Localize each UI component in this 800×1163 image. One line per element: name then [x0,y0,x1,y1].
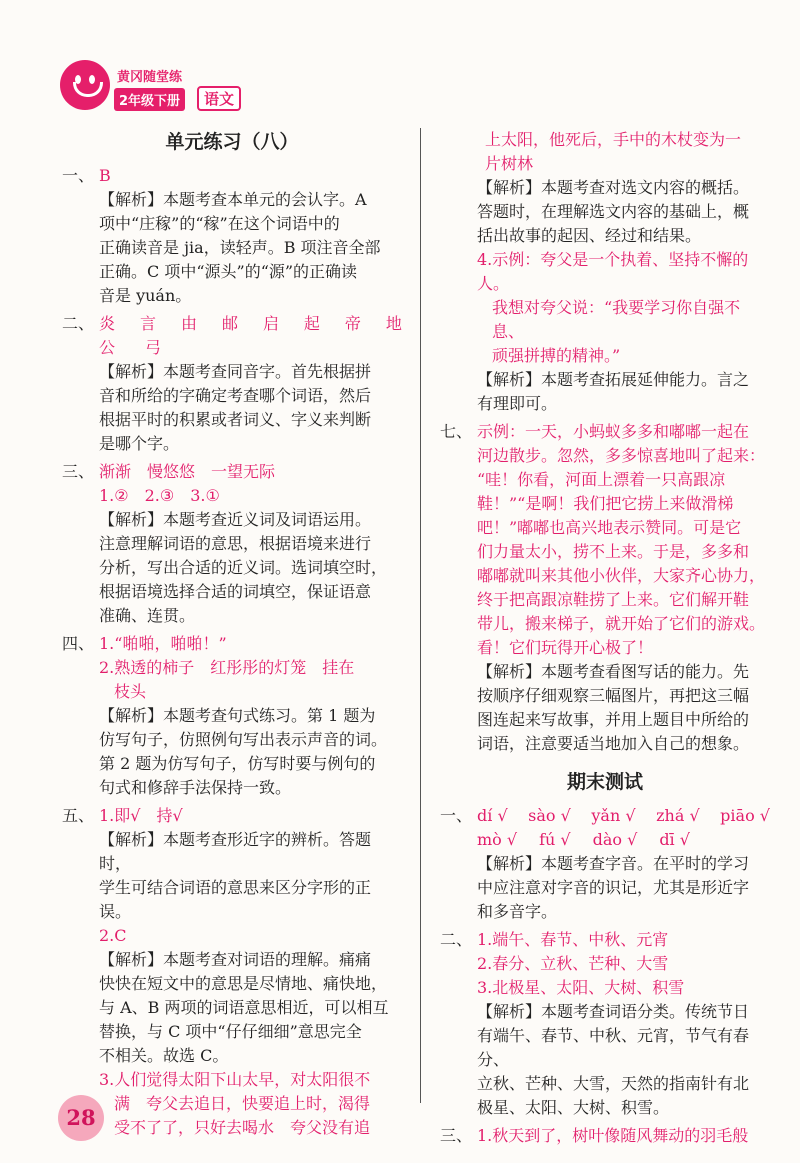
q3-answer: 三、 渐渐 慢悠悠 一望无际 [62,462,276,481]
f2-answer: 二、 1.端午、春节、中秋、元宵 2.春分、立秋、芒种、大雪 3.北极星、太阳、大树、积雪 [440,930,685,997]
q4-answer: 四、 1.“啪啪，啪啪！” [62,634,227,653]
q5-explanation-3: 【解析】本题考查对选文内容的概括。 答题时，在理解选文内容的基础上，概 括出故事的起因、经过和结果。 [477,178,750,245]
f1-answer: 一、 dí √ sào √ yǎn √ zhá √ piāo √ mò √ fú √ dào √ dī √ [440,806,770,849]
q2-answer-cont: 公 弓 [99,338,162,357]
brand-name: 黄冈随堂练 [117,70,183,85]
q2-explanation: 【解析】本题考查同音字。首先根据拼 音和所给的字确定考查哪个词语，然后 根据平时的积累或者词义、字义来判断 是哪个字。 [99,362,372,453]
f3-answer: 三、 1.秋天到了，树叶像随风舞动的羽毛般 [440,1126,749,1145]
q7-answer: 七、 示例：一天，小蚂蚁多多和嘟嘟一起在 河边散步。忽然，多多惊喜地叫了起来： “哇！你看，河面上漂着一只高跟凉 鞋！”“是啊！我们把它捞上来做滑梯 吧！”嘟嘟也高兴地表示赞同。可是它 们力量太小，捞不上来。于是，多多和 嘟嘟就叫来其他小伙伴，大家齐心协力， 终于把高跟凉鞋捞了上来。它们解开鞋 带儿，搬来梯子，就开始了它们的游戏。 看！它们玩得开心极了！ [440,422,766,657]
q4-explanation: 【解析】本题考查句式练习。第 1 题为 仿写句子，仿照例句写出表示声音的词。 第 2 题为仿写句子，仿写时要与例句的 句式和修辞手法保持一致。 [99,706,388,797]
smiley-logo-icon [60,60,110,110]
section-title-final-test: 期末测试 [566,771,643,793]
q5-explanation-1: 【解析】本题考查形近字的辨析。答题时， 学生可结合词语的意思来区分字形的正误。 [99,830,372,921]
page-number: 28 [66,1105,96,1130]
section-title-unit8: 单元练习（八） [165,131,299,153]
q4-answer-2: 2.熟透的柿子 红彤彤的灯笼 挂在 枝头 [99,658,355,701]
q3-answer-2: 1.② 2.③ 3.① [99,486,220,505]
q1-explanation: 【解析】本题考查本单元的会认字。A 项中“庄稼”的“稼”在这个词语中的 正确读音是 jia，读轻声。B 项注音全部 正确。C 项中“源头”的“源”的正确读 音是 yuán。 [99,190,381,305]
q5-answer: 五、 1.即√ 持√ [62,806,183,825]
q3-explanation: 【解析】本题考查近义词及词语运用。 注意理解词语的意思，根据语境来进行 分析，写出合适的近义词。选词填空时， 根据语境选择合适的词填空，保证语意 准确、连贯。 [99,510,388,625]
subject-label: 语文 [197,86,241,111]
f2-explanation: 【解析】本题考查词语分类。传统节日 有端午、春节、中秋、元宵，节气有春分、 立秋、芒种、大雪，天然的指南针有北 极星、太阳、大树、积雪。 [477,1002,750,1117]
column-divider [420,128,421,1103]
q5-explanation-4: 【解析】本题考查拓展延伸能力。言之 有理即可。 [477,370,750,413]
q1-answer: 一、 B [62,166,111,185]
right-column [440,128,770,1148]
left-column [62,128,402,1140]
q5-answer-3: 3.人们觉得太阳下山太早，对太阳很不 满 夸父去追日，快要追上时，渴得 受不了了，只好去喝水 夸父没有追 [99,1070,371,1137]
grade-label: 2年级下册 [114,88,185,111]
f1-explanation: 【解析】本题考查字音。在平时的学习 中应注意对字音的识记，尤其是形近字 和多音字。 [477,854,750,921]
q5-answer-2: 2.C [99,926,127,945]
q7-explanation: 【解析】本题考查看图写话的能力。先 按顺序仔细观察三幅图片，再把这三幅 图连起来写故事，并用上题目中所给的 词语，注意要适当地加入自己的想象。 [477,662,750,753]
q5-answer-3-cont: 上太阳，他死后，手中的木杖变为一 片树林 [485,130,742,173]
q5-answer-4: 4.示例：夸父是一个执着、坚持不懈的人。 我想对夸父说：“我要学习你自强不息、 顽强拼搏的精神。” [477,250,749,365]
q5-explanation-2: 【解析】本题考查对词语的理解。痛痛 快快在短文中的意思是尽情地、痛快地， 与 A、B 两项的词语意思相近，可以相互 替换，与 C 项中“仔仔细细”意思完全 不相关。故选 C。 [99,950,389,1065]
q2-answer: 二、 炎 言 由 邮 启 起 帝 地 [62,314,402,333]
